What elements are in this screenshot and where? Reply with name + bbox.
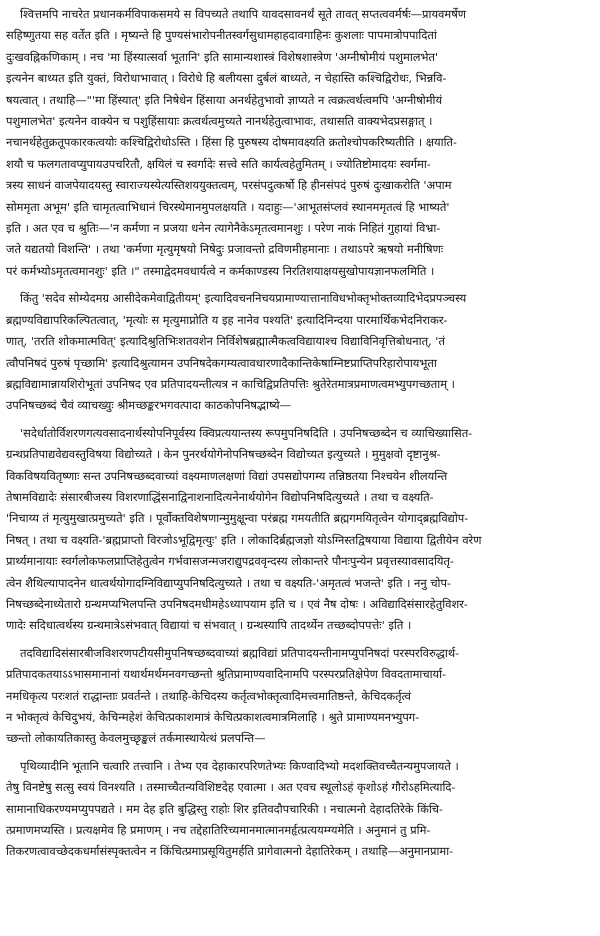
paragraph [6, 423, 594, 637]
text-line: सामानाधिकरण्यमप्युपपद्यते । मम देह इति बुद्धिस्तु राहोः शिर इतिवदौपचारिकी । नचात्मनो देहादतिरेके किंचि- [6, 801, 443, 816]
text-line: प्रतिपादकतयाऽऽभासमानानां यथार्थमर्थमनवगच्छन्तो श्रुतिप्रामाण्यवादिनामपि परस्परप्रतिक्षेपेण विवदतामाचार्या- [6, 667, 446, 682]
text-line: तेषु विनष्टेषु सत्सु स्वयं विनश्यति । तस्माच्चैतन्यविशिष्टदेह एवात्मा । अत एवच स्थूलोऽहं कृशोऽहं गौरोऽहमित्यादि- [6, 780, 456, 795]
text-line: दुःखवह्निकणिकाम् । नच 'मा हिंस्यात्सर्वा भूतानि' इति सामान्यशास्त्रं विशेषशास्त्रेण 'अग्नीषोमीयं पशुमालभेत' [6, 49, 439, 64]
text-line: पृथिव्यादीनि भूतानि चत्वारि तत्त्वानि । तेभ्य एव देहाकारपरिणतेभ्यः किण्वादिभ्यो मदशक्तिवच्चैतन्यमुपजायते । [20, 758, 459, 773]
text-line: ग्रन्थप्रतिपाद्यवेद्यवस्तुविषया विद्योच्यते । केन पुनरर्थयोगेनोपनिषच्छब्देन विद्योच्यत इत्युच्यते । मुमुक्षवो दृष्टानुश्र- [6, 447, 441, 462]
text-body [6, 4, 594, 863]
text-line: नचानर्थहेतुक्रतूपकारकत्वयोः कश्चिद्विरोधोऽस्ति । हिंसा हि पुरुषस्य दोषमावक्ष्यति क्रतोश्चोपकरिष्यतीति । क्षयाति- [6, 135, 457, 150]
text-line: त्रस्य साधनं वाजपेयादयस्तु स्वाराज्यस्येत्यस्तिशययुक्तत्वम्, परसंपदुत्कर्षो हि हीनसंपदं पुरुषं दुःखाकरोति 'अपाम [6, 178, 452, 193]
text-line: जते यद्यतयो विशन्ति' । तथा 'कर्मणा मृत्युमृषयो निषेदुः प्रजावन्तो द्रविणमीहमानाः । तथाऽपरे ऋषयो मनीषिणः [6, 242, 444, 257]
paragraph [6, 643, 594, 750]
text-line: विकविषयवितृष्णाः सन्त उपनिषच्छब्दवाच्यां वक्ष्यमाणलक्षणां विद्यां उपसद्योपगम्य तन्निष्ठतया निश्चयेन शीलयन्ति [6, 468, 448, 483]
text-line: सहिष्णुतया सह वर्तेत इति । मृष्यन्ते हि पुण्यसंभारोपनीतस्वर्गसुधामहाहदावगाहिनः कुशलाः पापमात्रोपपादितां [6, 28, 437, 43]
text-line: ब्रह्मविद्यामान्नायशिरोभूतां उपनिषद एव प्रतिपादयन्तीत्यत्र न काचिद्विप्रतिपत्तिः श्रुतेरेतमात्रप्रमाणत्वमभ्युपगच्छताम् । [6, 376, 455, 391]
text-line: त्वौपनिषदं पुरुषं पृच्छामि' इत्यादिश्रुत्यामन उपनिषदेकगम्यत्वावधारणादैकान्तिकेषाम्निष्टप्राप्तिपरिहारोपायभूता [6, 355, 437, 370]
text-line: तेषामविद्यादेः संसारबीजस्य विशरणाद्धिंसनाद्विनाशनादित्यनेनार्थयोगेन विद्योपनिषदित्युच्यते । तथा च वक्ष्यति- [6, 489, 434, 504]
text-line: च्छन्तो लोकायतिकास्तु केवलमुच्छृङ्खलं तर्कमास्थायेत्थं प्रलपन्ति— [6, 731, 266, 746]
text-line: 'सदेर्धातोर्विशरणगत्यवसादनार्थस्योपनिपूर्वस्य क्विप्रत्ययान्तस्य रूपमुपनिषदिति । उपनिषच्छब्देन च व्याचिख्यासित- [20, 425, 473, 440]
paragraph [6, 288, 594, 416]
text-line: निषच्छब्देनाध्येतारो ग्रन्थमप्यभिलपन्ति उपनिषदमधीमहेऽध्यापयाम इति च । एवं नैष दोषः । अविद्यादिसंसारहेतुविशर- [6, 596, 468, 611]
text-line: 'निचाय्य तं मृत्युमुखात्प्रमुच्यते' इति । पूर्वोक्तविशेषणान्मुमुक्षून्वा परंब्रह्म गमयतीति ब्रह्मगमयितृत्वेन योगाद्ब्रह्मविद्योप- [6, 511, 469, 526]
text-line: णात्, 'तरति शोकमात्मवित्' इत्यादिश्रुतिभिःशतवशेन निर्विशेषब्रह्मात्मैकत्वविद्यायाश्च विद्याविनिवृत्तिबोधनात्, 'तं [6, 334, 445, 349]
text-line: निषत् । तथा च वक्ष्यति-'ब्रह्मप्राप्तो विरजोऽभूद्विमृत्युः' इति । लोकादिर्ब्रह्मजज्ञो योऽग्निस्तद्विषयाया विद्याया द्वितीयेन वरेण [6, 532, 482, 547]
text-line: श्वित्तमपि नाचरेत प्रधानकर्मविपाकसमये स विपच्यते तथापि यावदसावनर्थं सूते तावत् सप्तत्ववर्मर्षः—प्रायवमर्षेण [20, 7, 467, 21]
text-line: षयत्वात् । तथाहि—"'मा हिंस्यात्' इति निषेधेन हिंसाया अनर्थहेतुभावो ज्ञाप्यते न त्वक्रत्वर्थत्वमपि 'अग्नीषोमीयं [6, 92, 443, 107]
text-line: परं कर्मभ्योऽमृतत्वमानशुः' इति ।" तस्माद्वेदमवधार्यत्वे न कर्मकाण्डस्य निरतिशयाक्षयसुखोपायज्ञानफलमिति । [6, 263, 435, 278]
text-line: प्रार्थ्यमानायाः स्वर्गलोकफलप्राप्तिहेतुत्वेन गर्भवासजन्मजराद्युपद्रववृन्दस्य लोकान्तरे पौनःपुन्येन प्रवृत्तस्यावसादयितृ- [6, 554, 454, 569]
text-line: उपनिषच्छब्दं चैवं व्याचख्युः श्रीमच्छङ्करभगवत्पादा काठकोपनिषद्भाष्ये— [6, 398, 291, 413]
text-line: किंतु 'सदेव सोम्येदमग्र आसीदेकमेवाद्वितीयम्' इत्यादिवचननिचयप्रामाण्यात्तानाविधभोक्तृभोक्तव्यादिभेदप्रपञ्चस्य [20, 291, 467, 306]
text-line: ब्रह्मण्यविद्यापरिकल्पितत्वात्, 'मृत्योः स मृत्युमाप्नोति य इह नानेव पश्यति' इत्यादिनिन्दया पारमार्थिकभेदनिराकर- [6, 312, 448, 327]
paragraph [6, 4, 594, 282]
text-line: इत्यनेन बाध्यत इति युक्तं, विरोधाभावात् । विरोधे हि बलीयसा दुर्बलं बाध्यते, न चेहास्ति कश्चिद्विरोधः, भिन्नवि- [6, 71, 447, 86]
text-line: सोममृता अभूम' इति चामृतत्वाभिधानं चिरस्थेमानमुपलक्षयति । यदाहुः—'आभूतसंप्लवं स्थानममृतत्वं हि भाष्यते' [6, 199, 450, 214]
text-line: शयौ च फलगतावप्युपायउपचरितौ, क्षयिलं च स्वर्गादेः सत्त्वे सति कार्यत्वहेतुमितम् । ज्योतिष्टोमादयः स्वर्गमा- [6, 156, 431, 171]
text-line: न भोक्तृत्वं केचिदुभयं, केचिन्महेशं केचित्प्रकाशमात्रं केचित्प्रकाशत्वमात्रमिलाहि । श्रुते प्रामाण्यमनभ्युपग- [6, 710, 420, 724]
text-line: त्प्रमाणमप्यस्ति । प्रत्यक्षमेव हि प्रमाणम् । नच तद्देहातिरिच्यमानमात्मानमर्हृत्प्रत्ययम्ग्यमेति । अनुमानं तु प्रमि- [6, 823, 431, 838]
text-line: इति । अत एव च श्रुतिः—'न कर्मणा न प्रजया धनेन त्यागेनैकेऽमृतत्वमानशुः । परेण नाकं निहितं गुहायां विभ्रा- [6, 221, 441, 236]
text-line: नमधिकृत्य परःशतं राद्धान्ताः प्रवर्तन्ते । तथाहि-केचिदस्य कर्तृत्वभोक्तृत्वादिमत्त्वमातिष्ठन्ते, केचिदकर्तृत्वं [6, 688, 411, 703]
text-line: णादेः सदिधात्वर्थस्य ग्रन्थमात्रेऽसंभवात् विद्यायां च संभवात् । ग्रन्थस्यापि तादर्थ्येन तच्छब्दोपपत्तेः' इति । [6, 618, 412, 633]
text-line: तिकरणत्वावच्छेदकधर्मासंस्पृक्तत्वेन न किंचित्प्रमाप्रसूयितुमर्हति प्रागेवात्मनो देहातिरेकम् । तथाहि—अनुमानप्रामा- [6, 844, 454, 859]
text-line: त्वेन शैथिल्यापादनेन धात्वर्थयोगादग्निविद्याप्युपनिषदित्युच्यते । तथा च वक्ष्यति-'अमृतत्वं भजन्ते' इति । ननु चोप- [6, 575, 451, 590]
paragraph [6, 756, 594, 863]
text-line: पशुमालभेत' इत्यनेन वाक्येन च पशुहिंसायाः क्रत्वर्थत्वमुच्यते नानर्थहेतुत्वाभावः, तथासति वाक्यभेदप्रसङ्गात् । [6, 114, 433, 129]
text-line: तदविद्यादिसंसारबीजविशरणपटीयसीमुपनिषच्छब्दवाच्यां ब्रह्मविद्यां प्रतिपादयन्तीनामप्युपनिषदां परस्परविरुद्धार्थ- [20, 645, 459, 660]
